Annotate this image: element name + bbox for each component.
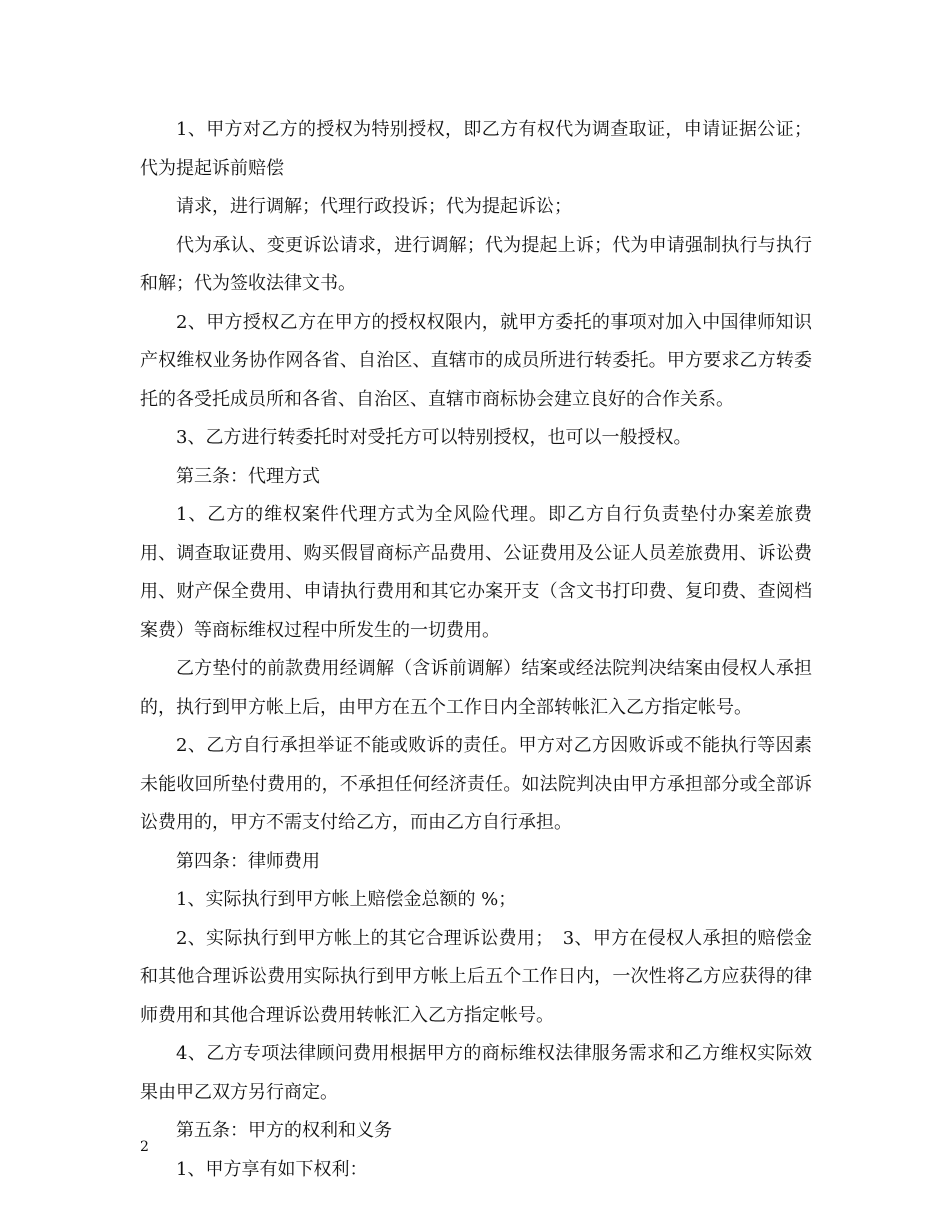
paragraph: 乙方垫付的前款费用经调解（含诉前调解）结案或经法院判决结案由侵权人承担的，执行到甲方帐上后，由甲方在五个工作日内全部转帐汇入乙方指定帐号。 bbox=[140, 658, 812, 718]
paragraph: 2、甲方授权乙方在甲方的授权权限内，就甲方委托的事项对加入中国律师知识产权维权业务协作网各省、自治区、直辖市的成员所进行转委托。甲方要求乙方转委托的各受托成员所和各省、自治区、直辖市商标协会建立良好的合作关系。 bbox=[140, 311, 812, 410]
section-heading: 第五条：甲方的权利和义务 bbox=[176, 1120, 392, 1141]
paragraph: 1、甲方享有如下权利： bbox=[176, 1158, 368, 1180]
paragraph: 请求，进行调解；代理行政投诉；代为提起诉讼； bbox=[176, 196, 572, 217]
paragraph: 4、乙方专项法律顾问费用根据甲方的商标维权法律服务需求和乙方维权实际效果由甲乙双方另行商定。 bbox=[140, 1043, 812, 1103]
section-heading: 第四条：律师费用 bbox=[176, 850, 320, 872]
section-heading: 第三条：代理方式 bbox=[176, 465, 320, 487]
paragraph: 代为承认、变更诉讼请求，进行调解；代为提起上诉；代为申请强制执行与执行和解；代为签收法律文书。 bbox=[140, 234, 812, 294]
paragraph: 1、甲方对乙方的授权为特别授权，即乙方有权代为调查取证，申请证据公证；代为提起诉前赔偿 bbox=[140, 119, 812, 179]
paragraph: 2、实际执行到甲方帐上的其它合理诉讼费用； 3、甲方在侵权人承担的赔偿金和其他合理诉讼费用实际执行到甲方帐上后五个工作日内，一次性将乙方应获得的律师费用和其他合理诉讼费用转帐汇入乙方指定帐号。 bbox=[140, 927, 812, 1026]
page-number: 2 bbox=[140, 1139, 149, 1155]
paragraph: 1、乙方的维权案件代理方式为全风险代理。即乙方自行负责垫付办案差旅费用、调查取证费用、购买假冒商标产品费用、公证费用及公证人员差旅费用、诉讼费用、财产保全费用、申请执行费用和其它办案开支（含文书打印费、复印费、查阅档案费）等商标维权过程中所发生的一切费用。 bbox=[140, 504, 812, 641]
paragraph: 1、实际执行到甲方帐上赔偿金总额的 %； bbox=[176, 889, 517, 910]
document-body bbox=[140, 111, 812, 1189]
paragraph: 2、乙方自行承担举证不能或败诉的责任。甲方对乙方因败诉或不能执行等因素未能收回所垫付费用的，不承担任何经济责任。如法院判决由甲方承担部分或全部诉讼费用的，甲方不需支付给乙方，而由乙方自行承担。 bbox=[140, 735, 812, 833]
paragraph: 3、乙方进行转委托时对受托方可以特别授权，也可以一般授权。 bbox=[176, 427, 692, 448]
